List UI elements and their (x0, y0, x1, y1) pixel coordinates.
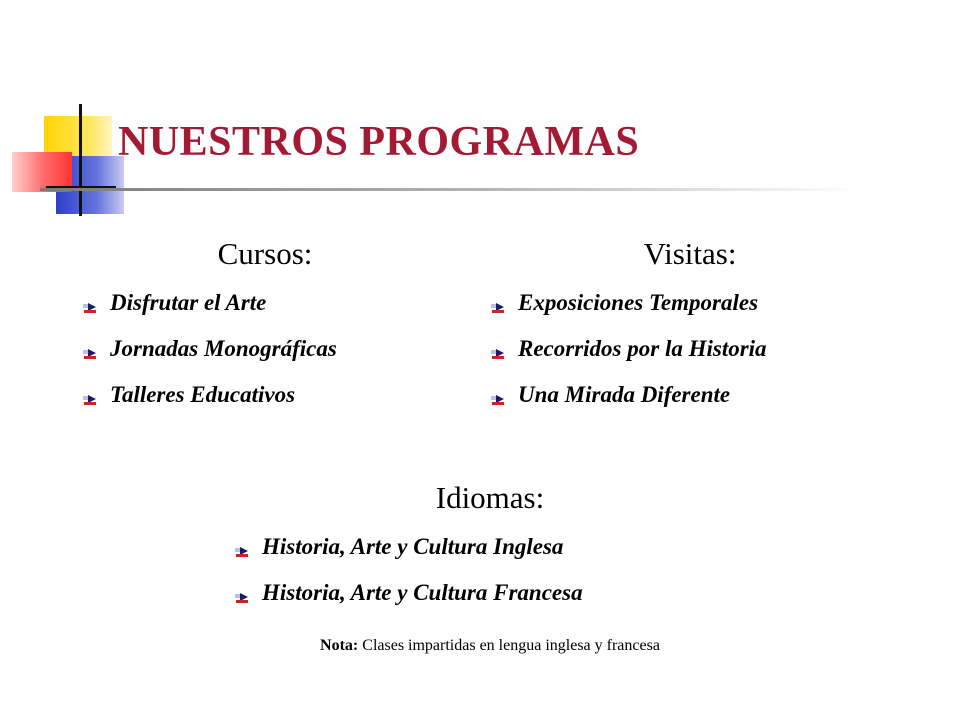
layered-arrow-bullet-icon (234, 590, 262, 604)
layered-arrow-bullet-icon (490, 392, 518, 406)
list-item (82, 280, 337, 326)
list-item-label: Exposiciones Temporales (518, 290, 759, 315)
layered-arrow-bullet-icon (234, 544, 262, 558)
list-item-label: Jornadas Monográficas (110, 336, 337, 361)
list-item-label: Historia, Arte y Cultura Inglesa (262, 534, 564, 559)
note-label: Nota: (320, 637, 359, 654)
list-item (82, 326, 337, 372)
list-item (490, 326, 767, 372)
cursos-heading: Cursos: (217, 236, 313, 271)
note-text: Clases impartidas en lengua inglesa y francesa (358, 637, 660, 654)
corner-decoration (0, 0, 130, 230)
list-item-label: Historia, Arte y Cultura Francesa (262, 580, 583, 605)
list-item-label: Una Mirada Diferente (518, 382, 731, 407)
list-item (490, 372, 767, 418)
layered-arrow-bullet-icon (82, 392, 110, 406)
title-underline (40, 188, 860, 191)
footnote (0, 637, 960, 655)
layered-arrow-bullet-icon (82, 346, 110, 360)
list-item (490, 280, 767, 326)
visitas-heading: Visitas: (643, 236, 737, 271)
visitas-list (490, 280, 767, 418)
list-item-label: Disfrutar el Arte (110, 290, 267, 315)
idiomas-list (234, 524, 583, 616)
list-item-label: Talleres Educativos (110, 382, 296, 407)
idiomas-heading: Idiomas: (435, 480, 545, 515)
list-item (234, 524, 583, 570)
list-item (82, 372, 337, 418)
layered-arrow-bullet-icon (490, 346, 518, 360)
list-item-label: Recorridos por la Historia (518, 336, 767, 361)
vertical-line (79, 104, 82, 216)
layered-arrow-bullet-icon (490, 300, 518, 314)
list-item (234, 570, 583, 616)
layered-arrow-bullet-icon (82, 300, 110, 314)
cursos-list (82, 280, 337, 418)
page-title: NUESTROS PROGRAMAS (118, 119, 640, 165)
